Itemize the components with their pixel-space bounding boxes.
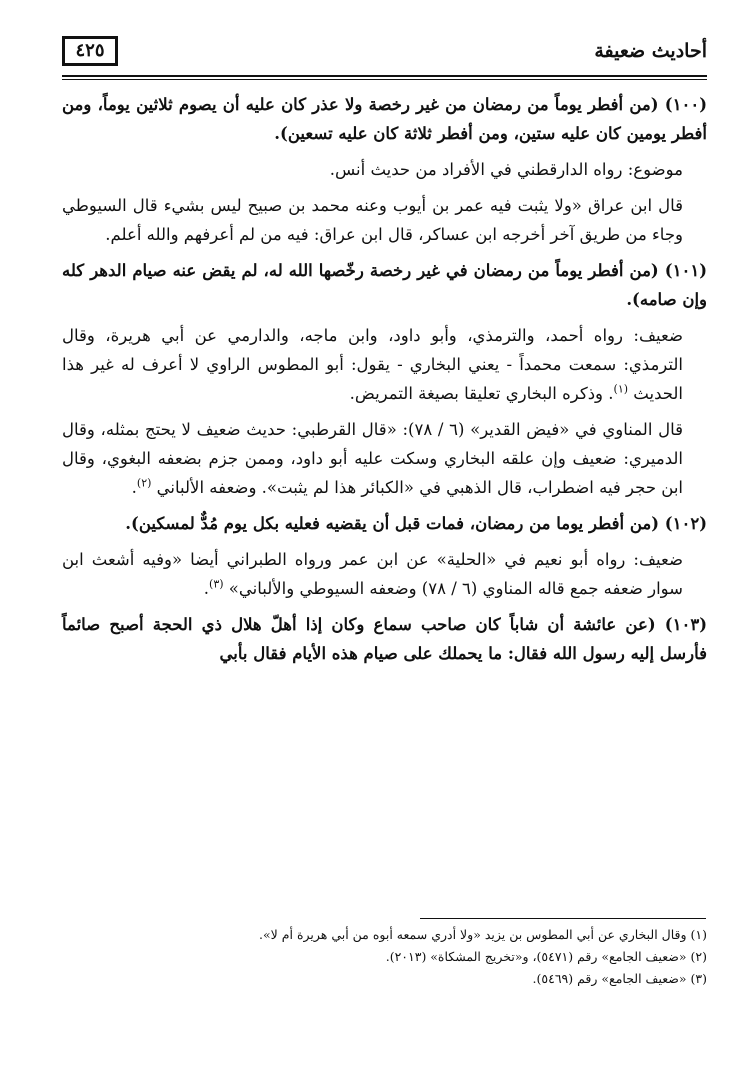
page-header — [62, 34, 707, 80]
footnotes — [62, 924, 707, 990]
grading-101: ضعيف: رواه أحمد، والترمذي، وأبو داود، وابن ماجه، والدارمي عن أبي هريرة، وقال الترمذي: سمعت محمداً - يعني البخاري - يقول: أبو المطوس الراوي لا أعرف له غير هذا الحديث $^{(١)}$. وذكره البخاري تعليقا بصيغة التمريض. — [62, 326, 683, 403]
page-number: ٤٢٥ — [62, 36, 118, 66]
footnote-divider — [420, 918, 706, 919]
running-title: أحاديث ضعيفة — [594, 40, 707, 62]
grading-100: موضوع: رواه الدارقطني في الأفراد من حديث أنس. — [329, 160, 683, 179]
hadith-101: (١٠١) (من أفطر يوماً من رمضان في غير رخصة رخّصها الله له، لم يقض عنه صيام الدهر كله وإن صامه). — [62, 261, 707, 309]
body-text — [62, 90, 707, 675]
grading-102: ضعيف: رواه أبو نعيم في «الحلية» عن ابن عمر ورواه الطبراني أيضا «وفيه أشعث ابن سوار ضعفه جمع قاله المناوي (٦ / ٧٨) وضعفه السيوطي والألباني» $^{(٣)}$. — [62, 550, 683, 598]
footnote-2: (٢) «ضعيف الجامع» رقم (٥٤٧١)، و«تخريج المشكاة» (٢٠١٣). — [385, 949, 707, 964]
header-divider — [62, 75, 707, 80]
footnote-ref-2[interactable]: (٢) — [136, 476, 152, 490]
footnote-ref-3[interactable]: (٣) — [209, 577, 224, 591]
hadith-103: (١٠٣) (عن عائشة أن شاباً كان صاحب سماع وكان إذا أهلّ هلال ذي الحجة أصبح صائماً فأرسل إليه رسول الله فقال: ما يحملك على صيام هذه الأيام فقال بأبي — [62, 615, 707, 663]
commentary-100: قال ابن عراق «ولا يثبت فيه عمر بن أيوب وعنه محمد بن صبيح ليس بشيء قال السيوطي وجاء من طريق آخر أخرجه ابن عساكر، قال ابن عراق: فيه من لم أعرفهم والله أعلم. — [62, 196, 683, 244]
commentary-101: قال المناوي في «فيض القدير» (٦ / ٧٨): «قال القرطبي: حديث ضعيف لا يحتج بمثله، وقال الدميري: ضعيف وإن علقه البخاري وسكت عليه أبو داود، وممن جزم بضعفه البغوي، وقال ابن حجر فيه اضطراب، قال الذهبي في «الكبائر هذا لم يثبت». وضعفه الألباني $^{(٢)}$. — [62, 420, 683, 497]
footnote-ref-1[interactable]: (١) — [613, 382, 629, 396]
footnote-3: (٣) «ضعيف الجامع» رقم (٥٤٦٩). — [532, 971, 707, 986]
hadith-102: (١٠٢) (من أفطر يوما من رمضان، فمات قبل أن يقضيه فعليه بكل يوم مُدٌّ لمسكين). — [125, 514, 707, 533]
footnote-1: (١) وقال البخاري عن أبي المطوس بن يزيد «ولا أدري سمعه أبوه من أبي هريرة أم لا». — [259, 927, 707, 942]
hadith-100: (١٠٠) (من أفطر يوماً من رمضان من غير رخصة ولا عذر كان عليه أن يصوم ثلاثين يوماً، ومن أفطر يومين كان عليه ستين، ومن أفطر ثلاثة كان عليه تسعين). — [62, 95, 707, 143]
